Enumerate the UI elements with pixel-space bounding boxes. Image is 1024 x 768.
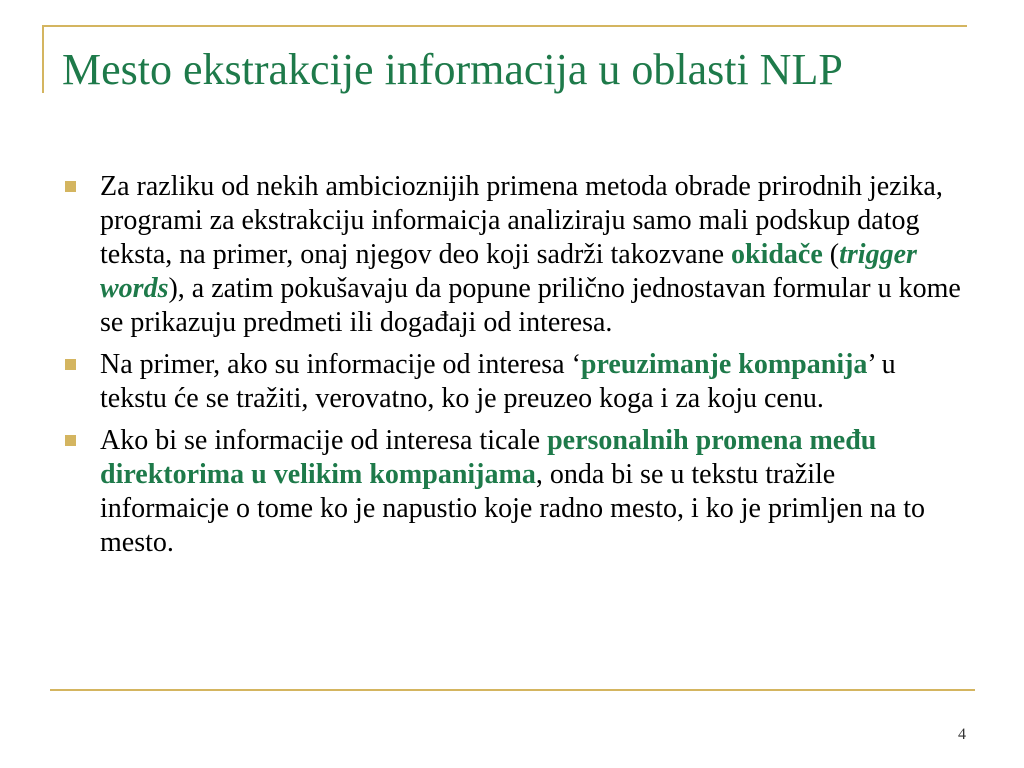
frame-bottom-line	[50, 689, 975, 691]
bullet-1-text: Za razliku od nekih ambicioznijih primena metoda obrade prirodnih jezika, programi za ekstrakciju informaicja analiziraju samo mali podskup datog teksta, na primer, onaj njegov deo koji sadrži takozvane okidače (trigger words), a zatim pokušavaju da popune prilično jednostavan formular u kome se prikazuju predmeti ili događaji od interesa.	[100, 171, 961, 338]
frame-left-line	[42, 25, 44, 93]
bullet-item-2	[62, 348, 968, 416]
frame-top-line	[42, 25, 967, 27]
term-trigger-words: trigger words	[100, 239, 917, 304]
bullet-2-text: Na primer, ako su informacije od interesa ‘preuzimanje kompanija’ u tekstu će se tražiti, verovatno, ko je preuzeo koga i za koju cenu.	[100, 349, 896, 414]
square-bullet-icon	[65, 435, 76, 446]
page-number: 4	[958, 726, 966, 743]
square-bullet-icon	[65, 181, 76, 192]
square-bullet-icon	[65, 359, 76, 370]
term-personalne-promene: personalnih promena među direktorima u velikim kompanijama	[100, 425, 877, 490]
slide-title: Mesto ekstrakcije informacija u oblasti NLP	[62, 45, 843, 94]
term-preuzimanje-kompanija: preuzimanje kompanija	[580, 349, 868, 380]
term-okidace: okidače	[731, 239, 823, 270]
bullet-item-1	[62, 170, 968, 340]
bullet-item-3	[62, 424, 968, 560]
bullet-3-text: Ako bi se informacije od interesa ticale personalnih promena među direktorima u velikim kompanijama, onda bi se u tekstu tražile informaicje o tome ko je napustio koje radno mesto, i ko je primljen na to mesto.	[100, 425, 926, 558]
bullet-list	[62, 170, 968, 568]
